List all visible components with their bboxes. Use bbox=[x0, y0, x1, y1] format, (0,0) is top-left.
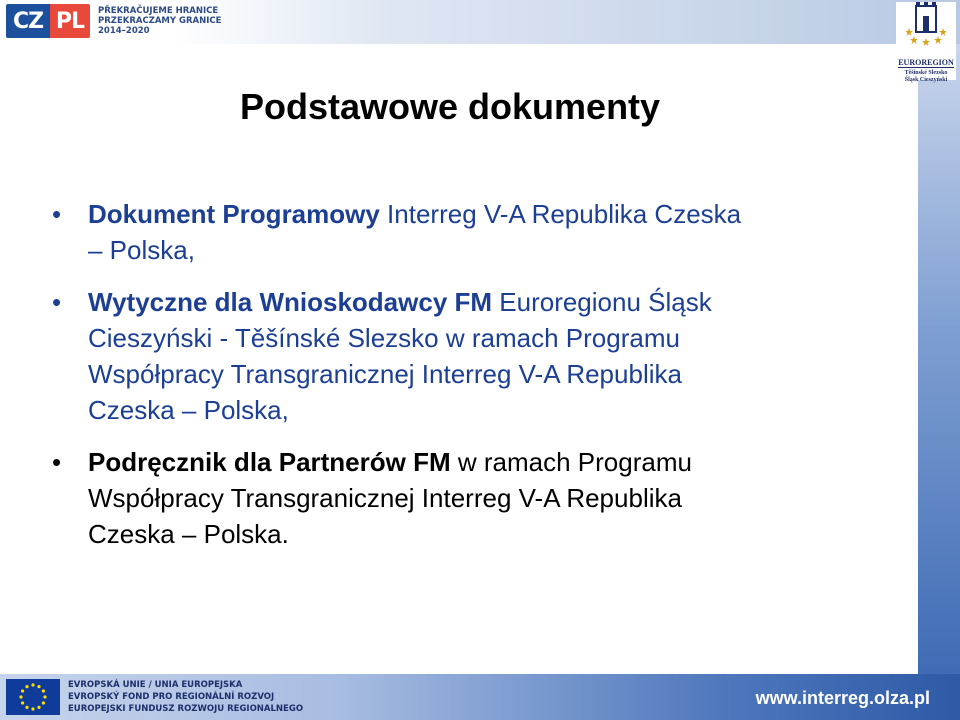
bullet-dot-icon: • bbox=[52, 447, 62, 477]
eu-line2: EVROPSKÝ FOND PRO REGIONÁLNÍ ROZVOJ bbox=[68, 692, 275, 702]
eu-line1: EVROPSKÁ UNIE / UNIA EUROPEJSKA bbox=[68, 680, 243, 690]
euroregion-sub-cz: Těšínské Slezsko bbox=[904, 70, 948, 76]
eu-flag-icon bbox=[6, 679, 60, 715]
euroregion-sub-pl: Śląsk Cieszyński bbox=[904, 77, 948, 83]
eu-stars-icon bbox=[6, 679, 60, 715]
bullet-item-1 bbox=[52, 196, 852, 268]
bullet-item-2 bbox=[52, 284, 852, 428]
bullet-3-line2: Współpracy Transgranicznej Interreg V-A Republika bbox=[88, 483, 682, 513]
bullet-2-line4: Czeska – Polska, bbox=[88, 395, 289, 425]
tagline-line1: PŘEKRAČUJEME HRANICE bbox=[98, 6, 219, 16]
bullet-2-line2: Cieszyński - Těšínské Slezsko w ramach Programu bbox=[88, 323, 680, 353]
logo-tagline bbox=[98, 6, 221, 36]
tagline-years: 2014–2020 bbox=[98, 26, 150, 36]
bullet-1-bold: Dokument Programowy bbox=[88, 199, 380, 229]
right-gradient-band bbox=[918, 44, 960, 674]
bullet-2-line3: Współpracy Transgranicznej Interreg V-A Republika bbox=[88, 359, 682, 389]
euroregion-name: EUROREGION bbox=[898, 58, 954, 67]
bullet-3-line3: Czeska – Polska. bbox=[88, 519, 289, 549]
bullet-1-text: Interreg V-A Republika Czeska bbox=[379, 199, 742, 229]
slide-title: Podstawowe dokumenty bbox=[240, 86, 661, 127]
bullet-3-text: w ramach Programu bbox=[450, 447, 692, 477]
logo-pl: PL bbox=[50, 4, 90, 38]
tower-icon bbox=[906, 2, 946, 52]
interreg-czpl-logo bbox=[6, 4, 221, 38]
bullet-2-bold: Wytyczne dla Wnioskodawcy FM bbox=[88, 287, 493, 317]
tagline-line2: PRZEKRACZAMY GRANICE bbox=[98, 16, 222, 26]
bullet-3-bold: Podręcznik dla Partnerów FM bbox=[88, 447, 451, 477]
bullet-dot-icon: • bbox=[52, 199, 62, 229]
bullet-dot-icon: • bbox=[52, 287, 62, 317]
footer-band bbox=[0, 674, 960, 720]
logo-cz: CZ bbox=[6, 4, 50, 38]
euroregion-logo bbox=[896, 2, 956, 83]
eu-line3: EUROPEJSKI FUNDUSZ ROZWOJU REGIONALNEGO bbox=[68, 704, 304, 714]
bullet-list bbox=[52, 196, 852, 568]
website-link[interactable]: www.interreg.olza.pl bbox=[755, 688, 930, 708]
eu-funding-text bbox=[68, 679, 303, 715]
bullet-2-text: Euroregionu Śląsk bbox=[492, 287, 712, 317]
bullet-item-3 bbox=[52, 444, 852, 552]
bullet-1-line2: – Polska, bbox=[88, 235, 195, 265]
